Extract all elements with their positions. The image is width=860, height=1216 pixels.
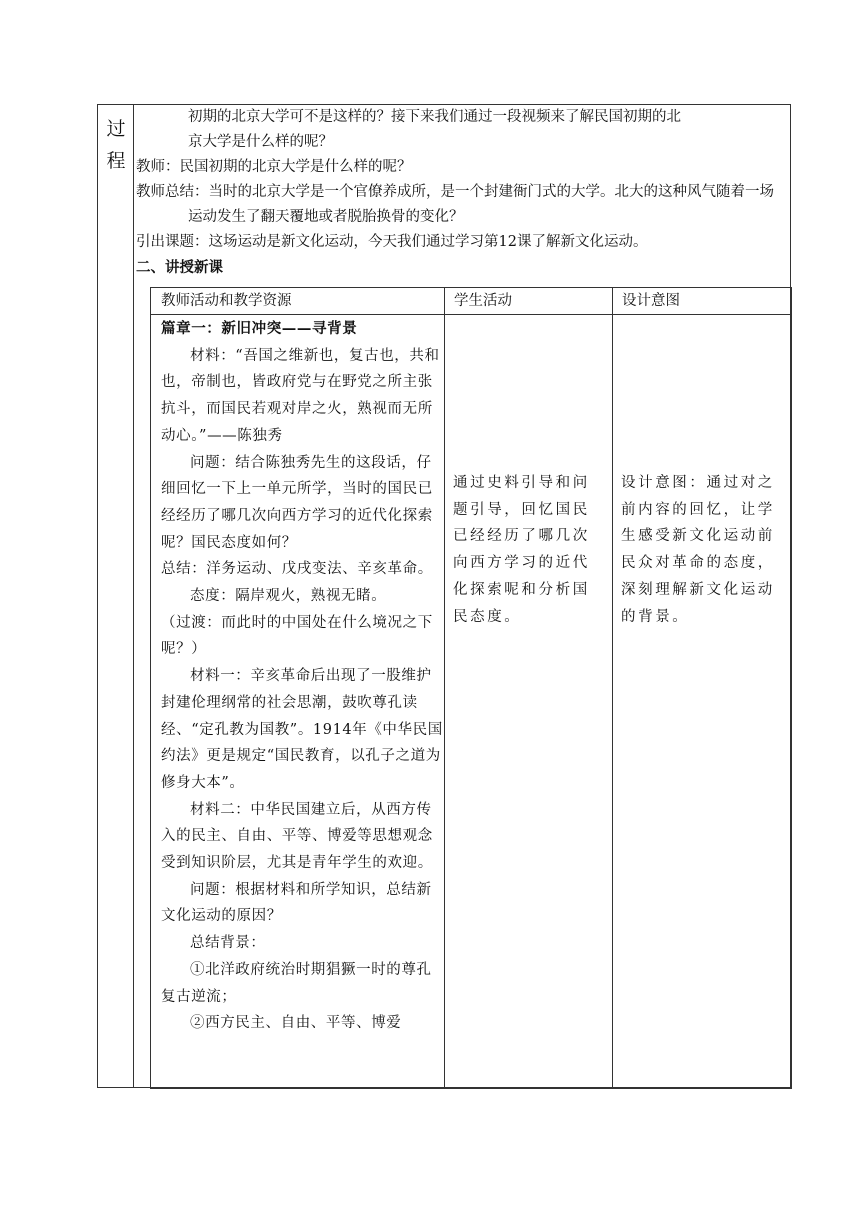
- teacher-paragraph: 材料一：辛亥革命后出现了一股维护封建伦理纲常的社会思潮，鼓吹尊孔读经、“定孔教为国教”。1914年《中华民国约法》更是规定“国民教育，以孔子之道为修身大本”。: [161, 668, 443, 791]
- intro-line-2: 京大学是什么样的呢？: [188, 134, 333, 150]
- teacher-summary: 教师总结：当时的北京大学是一个官僚养成所，是一个封建衙门式的大学。北大的这种风气随着一场运动发生了翻天覆地或者脱胎换骨的变化？: [136, 184, 774, 225]
- teacher-paragraph: ①北洋政府统治时期猖獗一时的尊孔复古逆流；: [161, 961, 432, 1005]
- lesson-plan-table: [97, 104, 791, 1088]
- teacher-paragraph: ②西方民主、自由、平等、博爱: [190, 1015, 402, 1032]
- lead-in: 引出课题：这场运动是新文化运动，今天我们通过学习第12课了解新文化运动。: [136, 234, 648, 250]
- teacher-paragraph: 总结：洋务运动、戊戌变法、辛亥革命。: [161, 561, 433, 578]
- teacher-paragraph: 态度：隔岸观火，熟视无睹。: [190, 588, 387, 605]
- activity-table: [150, 287, 792, 1089]
- teacher-paragraph: 材料二：中华民国建立后，从西方传入的民主、自由、平等、博爱等思想观念受到知识阶层，尤其是青年学生的欢迎。: [161, 801, 433, 872]
- student-activity-text: 通过史料引导和问题引导，回忆国民已经经历了哪几次向西方学习的近代化探索呢和分析国民态度。: [453, 475, 590, 625]
- section-heading: 二、讲授新课: [136, 259, 223, 276]
- header-student-activity: 学生活动: [454, 293, 512, 309]
- intro-line-1: 初期的北京大学可不是这样的？接下来我们通过一段视频来了解民国初期的北: [188, 109, 681, 125]
- section-label: 过程: [106, 118, 126, 172]
- intro-block: [136, 105, 788, 280]
- header-teacher-activity: 教师活动和教学资源: [161, 293, 292, 309]
- teacher-activity-cell: [161, 316, 445, 1037]
- teacher-paragraph: 问题：结合陈独秀先生的这段话，仔细回忆一下上一单元所学，当时的国民已经经历了哪几次向西方学习的近代化探索呢？国民态度如何？: [161, 454, 433, 551]
- design-intent-cell: [621, 470, 781, 630]
- design-intent-text: 设计意图：通过对之前内容的回忆，让学生感受新文化运动前民众对革命的态度，深刻理解新文化运动的背景。: [621, 475, 775, 625]
- teacher-paragraph: （过渡：而此时的中国处在什么境况之下呢？）: [161, 614, 433, 658]
- teacher-paragraph: 总结背景：: [190, 935, 266, 952]
- chapter-heading: 篇章一：新旧冲突——寻背景: [161, 320, 358, 337]
- teacher-question: 教师：民国初期的北京大学是什么样的呢？: [136, 159, 412, 175]
- teacher-paragraph: 问题：根据材料和所学知识，总结新文化运动的原因？: [161, 881, 432, 925]
- student-activity-cell: [453, 470, 605, 630]
- section-label-column: [98, 105, 134, 1087]
- teacher-paragraph: 材料：“吾国之维新也，复古也，共和也，帝制也，皆政府党与在野党之所主张抗斗，而国民若观对岸之火，熟视而无所动心。”——陈独秀: [161, 347, 440, 444]
- header-design-intent: 设计意图: [622, 293, 680, 309]
- column-divider: [612, 288, 613, 1088]
